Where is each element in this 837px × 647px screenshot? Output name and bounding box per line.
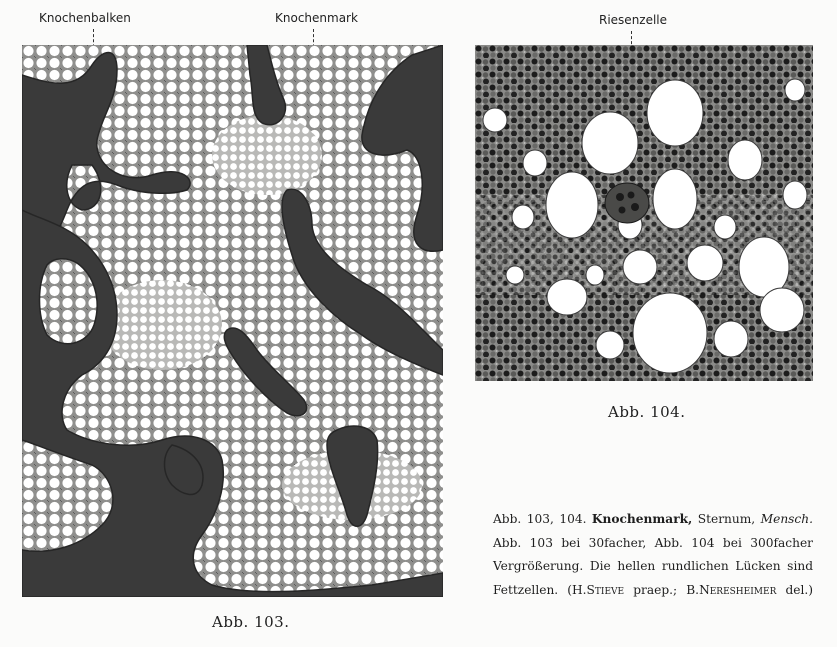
legend-line-1: Abb. 103, 104. Knochenmark, Sternum, Mensch. xyxy=(493,512,813,526)
figure-legend xyxy=(493,508,813,602)
figure-104-caption: Abb. 104. xyxy=(608,403,686,421)
figure-104-image xyxy=(475,45,813,381)
legend-line-3: Vergrößerung. Die hellen rundlichen Lücken sind xyxy=(493,559,813,573)
legend-line-2: Abb. 103 bei 30facher, Abb. 104 bei 300facher xyxy=(493,535,813,550)
figure-103-image xyxy=(22,45,443,597)
legend-line-4: Fettzellen. (H.Stieve praep.; B.Neresheimer del.) xyxy=(493,582,814,597)
giant-cell xyxy=(605,183,649,223)
label-riesenzelle: Riesenzelle xyxy=(599,13,668,27)
figure-103-caption: Abb. 103. xyxy=(212,613,290,631)
label-knochenbalken: Knochenbalken xyxy=(39,11,131,25)
label-knochenmark: Knochenmark xyxy=(275,11,358,25)
